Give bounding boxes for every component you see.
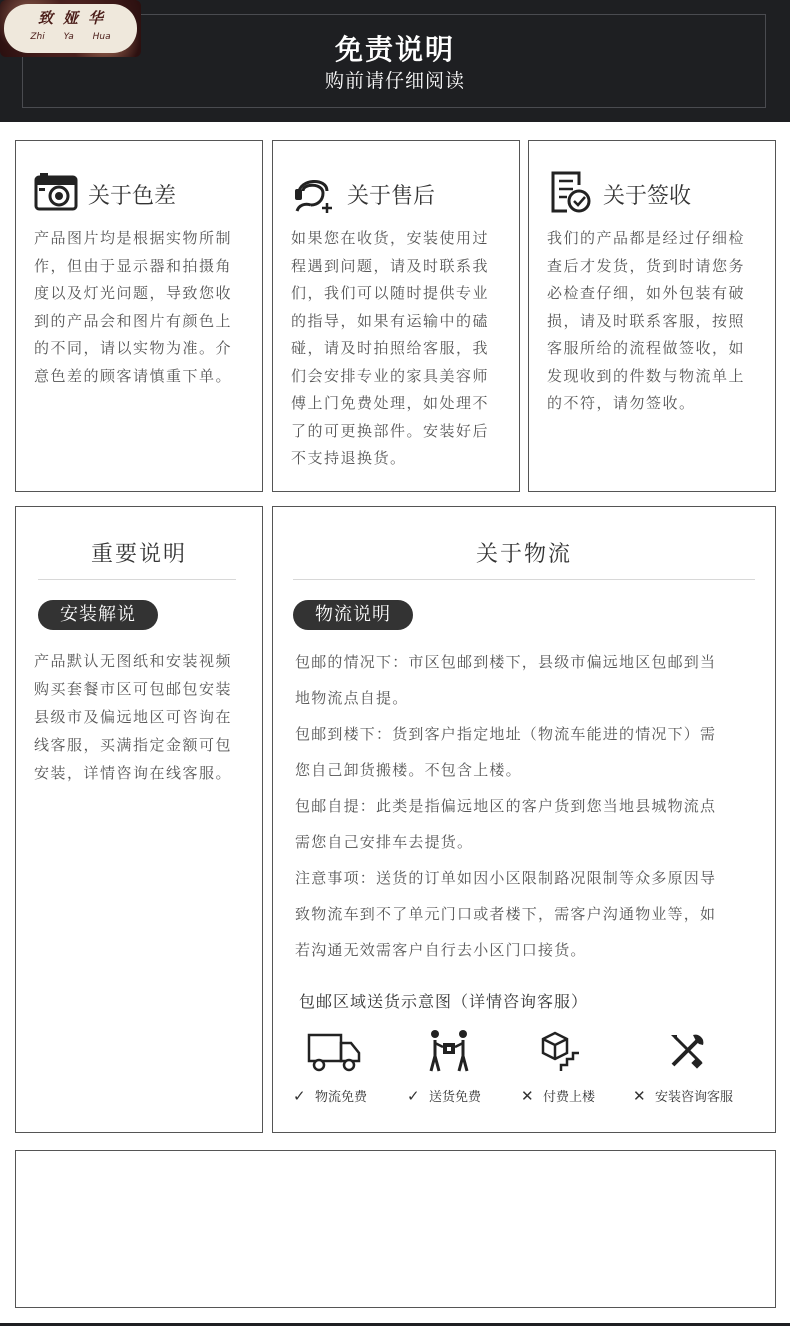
item-label: 安装咨询客服 bbox=[655, 1090, 734, 1105]
card-logistics bbox=[272, 506, 776, 1133]
card-receipt bbox=[528, 140, 776, 492]
card-text bbox=[547, 225, 771, 418]
divider bbox=[293, 579, 755, 580]
diagram-title: 包邮区域送货示意图（详情咨询客服） bbox=[299, 992, 589, 1011]
empty-panel bbox=[15, 1150, 776, 1308]
check-icon: ✓ bbox=[293, 1087, 306, 1105]
text-line: 损，请及时联系客服，按照 bbox=[547, 311, 746, 330]
card-important bbox=[15, 506, 263, 1133]
section-title: 关于物流 bbox=[475, 542, 572, 567]
text-line: 包邮的情况下：市区包邮到楼下，县级市偏远地区包邮到当 bbox=[295, 653, 717, 671]
text-line: 如果您在收货，安装使用过 bbox=[291, 229, 490, 247]
text-line: 地物流点自提。 bbox=[295, 689, 409, 707]
text-line: 您自己卸货搬楼。不包含上楼。 bbox=[295, 761, 522, 779]
text-line: 程遇到问题，请及时联系我 bbox=[291, 256, 490, 275]
card-after-sales bbox=[272, 140, 520, 492]
text-line: 线客服，买满指定金额可包 bbox=[34, 736, 233, 754]
text-line: 的不同，请以实物为准。介 bbox=[34, 339, 233, 357]
text-line: 们会安排专业的家具美容师 bbox=[291, 366, 490, 385]
logistics-text bbox=[295, 644, 771, 968]
text-line: 产品默认无图纸和安装视频 bbox=[34, 652, 233, 670]
text-line: 意色差的顾客请慎重下单。 bbox=[34, 366, 233, 385]
delivery-person-icon bbox=[427, 1029, 471, 1073]
text-line: 碰，请及时拍照给客服，我 bbox=[291, 339, 490, 357]
divider bbox=[38, 579, 236, 580]
item-label: 付费上楼 bbox=[543, 1090, 596, 1105]
item-label: 送货免费 bbox=[429, 1090, 482, 1105]
text-line: 我们的产品都是经过仔细检 bbox=[547, 229, 746, 247]
cross-icon: ✕ bbox=[521, 1087, 534, 1105]
card-text bbox=[34, 225, 258, 390]
brand-logo bbox=[0, 0, 141, 57]
card-color-difference bbox=[15, 140, 263, 492]
checklist-icon bbox=[549, 169, 593, 215]
text-line: 不支持退换货。 bbox=[291, 449, 407, 467]
text-line: 们，我们可以随时提供专业 bbox=[291, 284, 490, 302]
text-line: 产品图片均是根据实物所制 bbox=[34, 229, 233, 247]
text-line: 若沟通无效需客户自行去小区门口接货。 bbox=[295, 941, 587, 959]
tag-logistics: 物流说明 bbox=[293, 600, 413, 630]
check-icon: ✓ bbox=[407, 1087, 420, 1105]
text-line: 发现收到的件数与物流单上 bbox=[547, 366, 746, 385]
text-line: 查后才发货，货到时请您务 bbox=[547, 256, 746, 275]
card-title: 关于色差 bbox=[88, 184, 177, 209]
camera-icon bbox=[34, 171, 78, 211]
text-line: 安装，详情咨询在线客服。 bbox=[34, 764, 233, 782]
delivery-item bbox=[293, 1086, 367, 1105]
card-title: 关于售后 bbox=[347, 184, 436, 209]
text-line: 到的产品会和图片有颜色上 bbox=[34, 311, 233, 330]
text-line: 客服所给的流程做签收，如 bbox=[547, 339, 746, 357]
item-label: 物流免费 bbox=[315, 1090, 368, 1105]
cross-icon: ✕ bbox=[633, 1087, 646, 1105]
text-line: 了的可更换部件。安装好后 bbox=[291, 421, 490, 440]
tools-icon bbox=[667, 1031, 707, 1071]
card-text bbox=[291, 225, 515, 473]
text-line: 注意事项：送货的订单如因小区限制路况限制等众多原因导 bbox=[295, 869, 717, 887]
section-title: 重要说明 bbox=[90, 542, 187, 567]
text-line: 作，但由于显示器和拍摄角 bbox=[34, 256, 233, 275]
card-title: 关于签收 bbox=[603, 184, 692, 209]
customer-service-icon bbox=[291, 169, 337, 215]
delivery-item bbox=[521, 1086, 595, 1105]
delivery-item bbox=[633, 1086, 733, 1105]
text-line: 需您自己安排车去提货。 bbox=[295, 833, 474, 851]
page-title: 免责说明 bbox=[334, 33, 455, 66]
text-line: 度以及灯光问题，导致您收 bbox=[34, 284, 233, 302]
text-line: 的指导，如果有运输中的磕 bbox=[291, 311, 490, 330]
delivery-item bbox=[407, 1086, 481, 1105]
logo-english-text: Zhi Ya Hua bbox=[30, 32, 111, 42]
text-line: 县级市及偏远地区可咨询在 bbox=[34, 708, 233, 726]
text-line: 购买套餐市区可包邮包安装 bbox=[34, 680, 233, 698]
truck-icon bbox=[307, 1031, 363, 1073]
card-text bbox=[34, 647, 260, 787]
text-line: 包邮到楼下：货到客户指定地址（物流车能进的情况下）需 bbox=[295, 725, 717, 743]
text-line: 傅上门免费处理，如处理不 bbox=[291, 394, 490, 412]
text-line: 致物流车到不了单元门口或者楼下，需客户沟通物业等，如 bbox=[295, 905, 717, 923]
box-stairs-icon bbox=[539, 1029, 583, 1073]
text-line: 必检查仔细，如外包装有破 bbox=[547, 284, 746, 302]
text-line: 包邮自提：此类是指偏远地区的客户货到您当地县城物流点 bbox=[295, 797, 717, 815]
tag-installation: 安装解说 bbox=[38, 600, 158, 630]
logo-chinese-text: 致娅华 bbox=[37, 9, 113, 27]
text-line: 的不符，请勿签收。 bbox=[547, 394, 696, 412]
page-subtitle: 购前请仔细阅读 bbox=[324, 70, 465, 92]
